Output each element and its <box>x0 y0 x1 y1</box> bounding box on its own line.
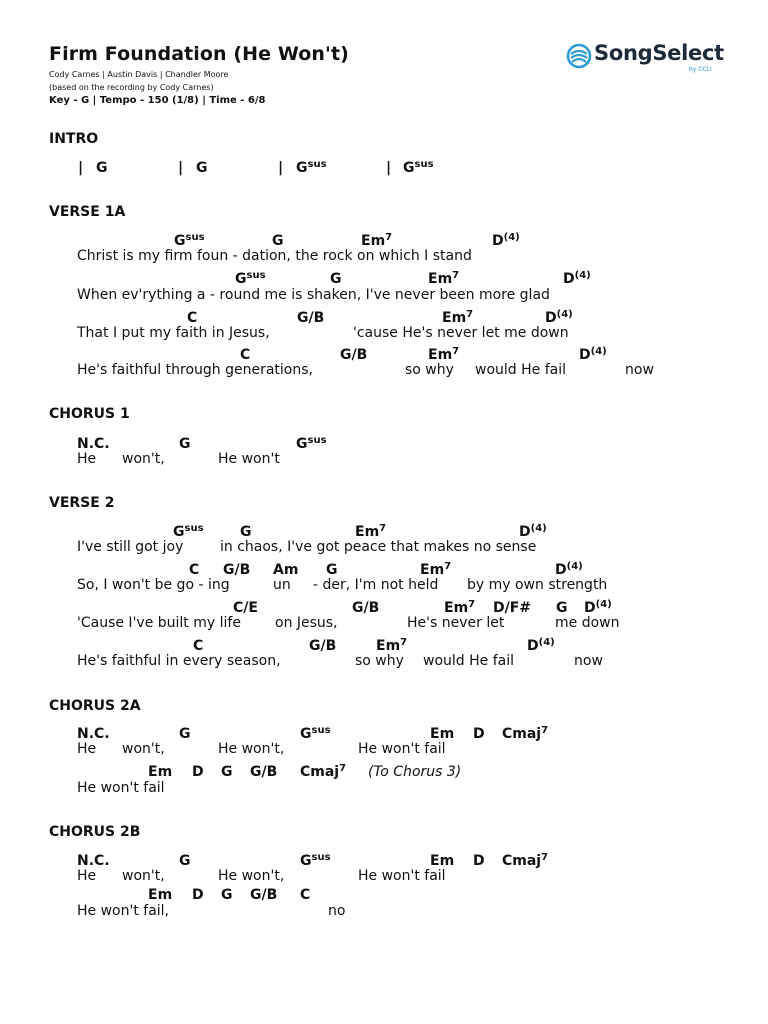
chord: G <box>240 524 252 540</box>
section-verse-1a: VERSE 1A <box>49 204 126 220</box>
lyric-line: So, I won't be go - ing <box>77 577 230 593</box>
bar-line: | <box>386 160 392 176</box>
chord: G <box>96 160 108 176</box>
lyric-line: - der, I'm not held <box>313 577 439 593</box>
lyric-line: un <box>273 577 291 593</box>
chord: G <box>556 600 568 616</box>
chord: G/B <box>250 887 278 903</box>
chord: Em$^7$ <box>442 309 474 326</box>
chord: $G^{sus}$ <box>300 725 331 742</box>
chord: D <box>473 853 485 869</box>
chord: G/B <box>340 347 368 363</box>
chord: G <box>272 233 284 249</box>
lyric-line: 'cause He's never let me down <box>353 325 569 341</box>
chord: G <box>196 160 208 176</box>
chord: $D^{(4)}$ <box>563 270 591 287</box>
chord: $D^{(4)}$ <box>555 561 583 578</box>
chord: Em <box>148 764 173 780</box>
lyric-line: That I put my faith in Jesus, <box>77 325 270 341</box>
lyric-line: He won't <box>218 451 280 467</box>
chord: G/B <box>250 764 278 780</box>
chord: N.C. <box>77 853 110 869</box>
chord: $G^{sus}$ <box>235 270 266 287</box>
lyric-line: I've still got joy <box>77 539 184 555</box>
chord: D/F# <box>493 600 532 616</box>
lyric-line: He <box>77 451 97 467</box>
lyric-line: won't, <box>122 451 165 467</box>
chord: $G^{sus}$ <box>174 232 205 249</box>
song-title: Firm Foundation (He Won't) <box>49 43 349 65</box>
section-verse-2: VERSE 2 <box>49 495 115 511</box>
lyric-line: on Jesus, <box>275 615 338 631</box>
chord: Em <box>430 853 455 869</box>
chord: Em <box>148 887 173 903</box>
lyric-line: When ev'rything a - round me is shaken, I've never been more glad <box>77 287 550 303</box>
chord: Em$^7$ <box>444 599 476 616</box>
chord: C <box>240 347 251 363</box>
songselect-swirl-icon <box>566 43 592 69</box>
chord: Cmaj$^7$ <box>502 852 549 869</box>
cue-note: (To Chorus 3) <box>368 764 462 780</box>
lyric-line: won't, <box>122 741 165 757</box>
lyric-line: He's faithful in every season, <box>77 653 281 669</box>
lyric-line: so why <box>355 653 404 669</box>
chord: C/E <box>233 600 258 616</box>
chord: Em$^7$ <box>355 523 387 540</box>
lyric-line: Christ is my firm foun - dation, the rock on which I stand <box>77 248 472 264</box>
lyric-line: now <box>625 362 654 378</box>
lyric-line: He won't fail <box>77 780 165 796</box>
chord: C <box>193 638 204 654</box>
chord: D <box>192 764 204 780</box>
chord: $D^{(4)}$ <box>584 599 612 616</box>
chord: $D^{(4)}$ <box>492 232 520 249</box>
chord: G <box>221 887 233 903</box>
logo-byline: by CCLI <box>689 66 712 73</box>
lyric-line: He won't fail, <box>77 903 170 919</box>
chord: G <box>221 764 233 780</box>
chord: $D^{(4)}$ <box>545 309 573 326</box>
lyric-line: He won't, <box>218 741 285 757</box>
chord: G <box>179 436 191 452</box>
lyric-line: He <box>77 741 97 757</box>
chord: $G^{sus}$ <box>296 435 327 452</box>
chord: Em$^7$ <box>428 270 460 287</box>
lyric-line: He won't fail <box>358 741 446 757</box>
chord: $G^{sus}$ <box>296 159 327 176</box>
song-authors: Cody Carnes | Austin Davis | Chandler Moore <box>49 70 229 79</box>
chord: $G^{sus}$ <box>300 852 331 869</box>
chord: G/B <box>352 600 380 616</box>
chord: C <box>189 562 200 578</box>
lyric-line: by my own strength <box>467 577 608 593</box>
chord: G/B <box>309 638 337 654</box>
bar-line: | <box>78 160 84 176</box>
chord: G <box>326 562 338 578</box>
lyric-line: no <box>328 903 346 919</box>
chord: Em <box>430 726 455 742</box>
lyric-line: He <box>77 868 97 884</box>
songselect-logo <box>566 42 726 76</box>
chord: C <box>300 887 311 903</box>
lyric-line: would He fail <box>475 362 566 378</box>
bar-line: | <box>278 160 284 176</box>
chord: G <box>330 271 342 287</box>
logo-wordmark: SongSelect <box>594 41 724 65</box>
chord: Em$^7$ <box>428 346 460 363</box>
chord: Cmaj$^7$ <box>502 725 549 742</box>
lyric-line: He won't fail <box>358 868 446 884</box>
chord: $D^{(4)}$ <box>527 637 555 654</box>
chord: Cmaj$^7$ <box>300 763 347 780</box>
chord: D <box>473 726 485 742</box>
chord: G <box>179 853 191 869</box>
lyric-line: won't, <box>122 868 165 884</box>
section-chorus-2b: CHORUS 2B <box>49 824 141 840</box>
lyric-line: He's never let <box>407 615 505 631</box>
section-intro: INTRO <box>49 131 99 147</box>
lyric-line: me down <box>555 615 620 631</box>
chord: $D^{(4)}$ <box>519 523 547 540</box>
section-chorus-1: CHORUS 1 <box>49 406 130 422</box>
chord: Em$^7$ <box>420 561 452 578</box>
chord: $G^{sus}$ <box>173 523 204 540</box>
chord: G/B <box>223 562 251 578</box>
lyric-line: so why <box>405 362 454 378</box>
chord: Em$^7$ <box>376 637 408 654</box>
lyric-line: now <box>574 653 603 669</box>
chord: C <box>187 310 198 326</box>
chord: G/B <box>297 310 325 326</box>
lyric-line: would He fail <box>423 653 514 669</box>
lyric-line: 'Cause I've built my life <box>77 615 241 631</box>
chord: N.C. <box>77 436 110 452</box>
lyric-line: in chaos, I've got peace that makes no sense <box>220 539 537 555</box>
chord: Am <box>273 562 299 578</box>
chord: G <box>179 726 191 742</box>
chord: $G^{sus}$ <box>403 159 434 176</box>
chord: Em$^7$ <box>361 232 393 249</box>
chord: D <box>192 887 204 903</box>
chord: N.C. <box>77 726 110 742</box>
section-chorus-2a: CHORUS 2A <box>49 698 141 714</box>
lyric-line: He won't, <box>218 868 285 884</box>
bar-line: | <box>178 160 184 176</box>
chord: $D^{(4)}$ <box>579 346 607 363</box>
lyric-line: He's faithful through generations, <box>77 362 313 378</box>
song-meta: Key - G | Tempo - 150 (1/8) | Time - 6/8 <box>49 95 266 106</box>
recording-note: (based on the recording by Cody Carnes) <box>49 83 214 92</box>
